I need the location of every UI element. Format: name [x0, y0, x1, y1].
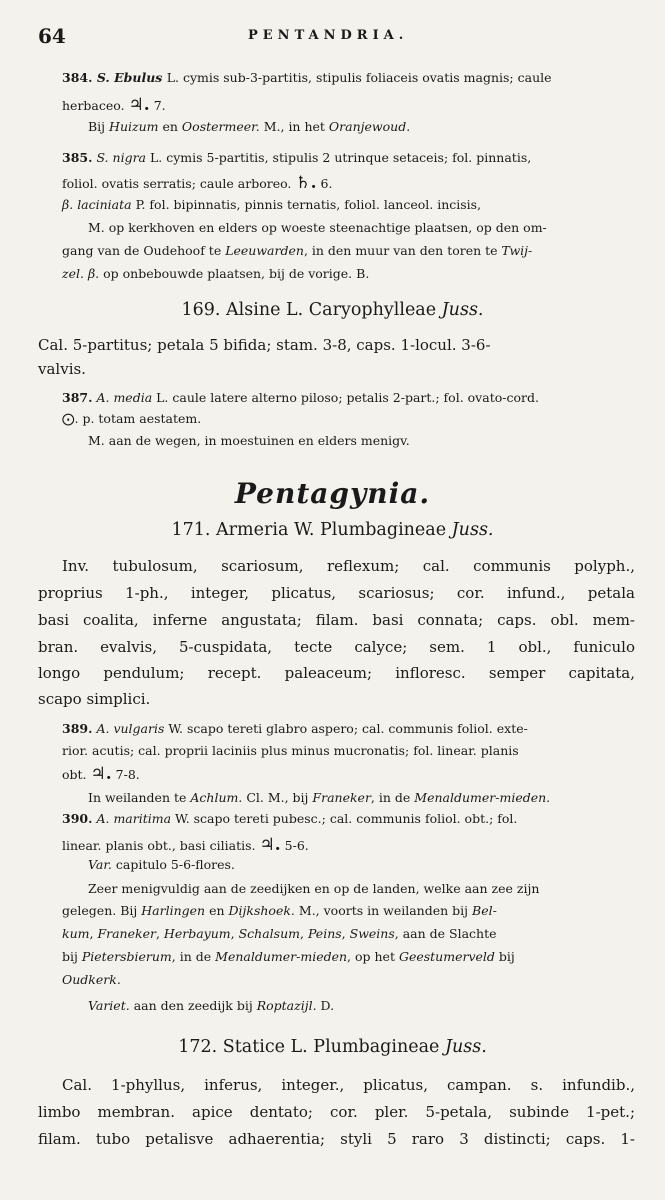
page-number: 64	[38, 24, 66, 48]
entry-385-variety: β. laciniata P. fol. bipinnatis, pinnis ternatis, foliol. lanceol. incisis,	[62, 197, 482, 212]
page-header	[38, 24, 637, 48]
genus-heading-169: 169. Alsine L. Caryophylleae Juss.	[181, 300, 484, 320]
entry-390-line-1: 390. A. maritima W. scapo tereti pubesc.; cal. communis foliol. obt.; fol.	[62, 811, 518, 826]
entry-387-locality: M. aan de wegen, in moestuinen en elders menigv.	[88, 433, 410, 448]
running-title: PENTANDRIA.	[248, 28, 409, 43]
genus-172-description-3: filam. tubo petalisve adhaerentia; styli 5 raro 3 distincti; caps. 1-	[38, 1130, 635, 1148]
genus-169-description-1: Cal. 5-partitus; petala 5 bifida; stam. 3-8, caps. 1-locul. 3-6-	[38, 336, 491, 354]
genus-171-description-4: bran. evalvis, 5-cuspidata, tecte calyce; sem. 1 obl., funiculo	[38, 638, 635, 656]
entry-390-locality-4: bij Pietersbierum, in de Menaldumer-mieden, op het Geestumerveld bij	[62, 949, 515, 964]
entry-384-line-1: 384. S. Ebulus L. cymis sub-3-partitis, stipulis foliaceis ovatis magnis; caule	[62, 70, 552, 85]
entry-387-line-2: ⨀. p. totam aestatem.	[62, 411, 202, 426]
entry-389-line-3: obt. ♃. 7-8.	[62, 764, 140, 784]
entry-384-locality: Bij Huizum en Oostermeer. M., in het Oranjewoud.	[88, 119, 411, 134]
entry-390-variety: Var. capitulo 5-6-flores.	[88, 857, 235, 872]
genus-171-description-3: basi coalita, inferne angustata; filam. basi connata; caps. obl. mem-	[38, 611, 635, 629]
entry-390-line-2: linear. planis obt., basi ciliatis. ♃. 5-6.	[62, 835, 309, 855]
genus-171-description-2: proprius 1-ph., integer, plicatus, scariosus; cor. infund., petala	[38, 584, 635, 602]
entry-385-locality-1: M. op kerkhoven en elders op woeste steenachtige plaatsen, op den om-	[88, 220, 547, 235]
entry-385-line-2: foliol. ovatis serratis; caule arboreo. ♄. 6.	[62, 173, 333, 193]
entry-390-locality-2: gelegen. Bij Harlingen en Dijkshoek. M., voorts in weilanden bij Bel-	[62, 903, 497, 918]
entry-390-locality-1: Zeer menigvuldig aan de zeedijken en op de landen, welke aan zee zijn	[88, 881, 540, 896]
section-title: Pentagynia.	[234, 477, 431, 510]
genus-heading-172: 172. Statice L. Plumbagineae Juss.	[178, 1037, 487, 1057]
entry-385-line-1: 385. S. nigra L. cymis 5-partitis, stipulis 2 utrinque setaceis; fol. pinnatis,	[62, 150, 532, 165]
entry-390-variety-locality: Variet. aan den zeedijk bij Roptazijl. D.	[88, 998, 335, 1013]
genus-172-description-2: limbo membran. apice dentato; cor. pler. 5-petala, subinde 1-pet.;	[38, 1103, 635, 1121]
genus-171-description-5: longo pendulum; recept. paleaceum; infloresc. semper capitata,	[38, 664, 635, 682]
entry-385-locality-2: gang van de Oudehoof te Leeuwarden, in den muur van den toren te Twij-	[62, 243, 533, 258]
entry-384-line-2: herbaceo. ♃. 7.	[62, 95, 166, 115]
genus-heading-171: 171. Armeria W. Plumbagineae Juss.	[171, 520, 494, 540]
genus-171-description-1: Inv. tubulosum, scariosum, reflexum; cal. communis polyph.,	[62, 557, 635, 575]
genus-171-description-6: scapo simplici.	[38, 690, 151, 708]
genus-169-description-2: valvis.	[38, 360, 86, 378]
entry-390-locality-5: Oudkerk.	[62, 972, 121, 987]
entry-387-line-1: 387. A. media L. caule latere alterno piloso; petalis 2-part.; fol. ovato-cord.	[62, 390, 539, 405]
entry-389-line-2: rior. acutis; cal. proprii laciniis plus minus mucronatis; fol. linear. planis	[62, 743, 519, 758]
entry-390-locality-3: kum, Franeker, Herbayum, Schalsum, Peins, Sweins, aan de Slachte	[62, 926, 497, 941]
genus-172-description-1: Cal. 1-phyllus, inferus, integer., plicatus, campan. s. infundib.,	[62, 1076, 635, 1094]
entry-385-locality-3: zel. β. op onbebouwde plaatsen, bij de vorige. B.	[62, 266, 370, 281]
entry-389-line-1: 389. A. vulgaris W. scapo tereti glabro aspero; cal. communis foliol. exte-	[62, 721, 528, 736]
entry-389-locality: In weilanden te Achlum. Cl. M., bij Franeker, in de Menaldumer-mieden.	[88, 790, 551, 805]
